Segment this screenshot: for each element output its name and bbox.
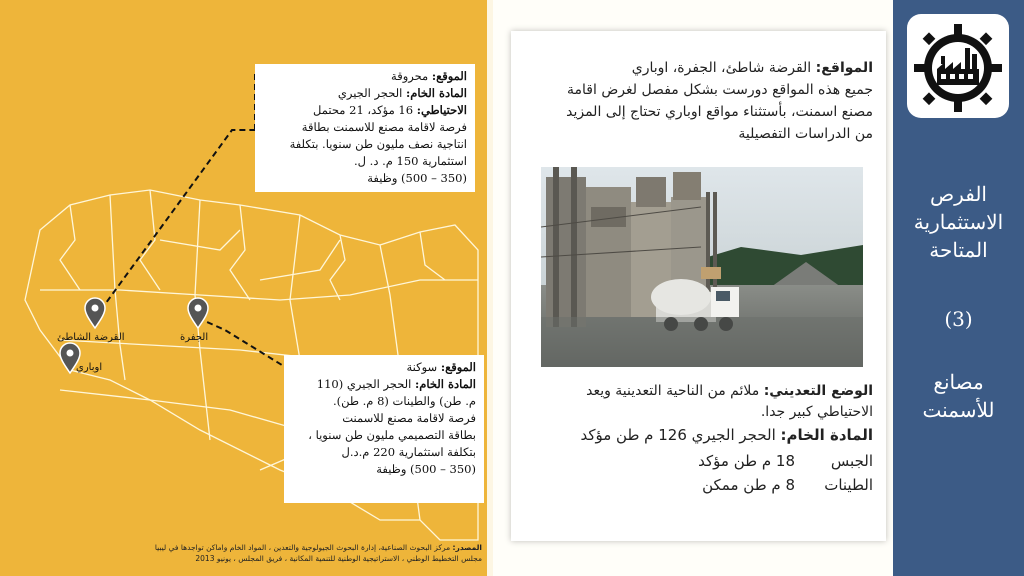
cement-plant-photo bbox=[541, 167, 863, 367]
card-locations-line3: مصنع اسمنت، بأستثناء مواقع اوباري تحتاج إلى المزيد bbox=[566, 104, 873, 120]
callout1-line4: فرصة لاقامة مصنع للاسمنت بطاقة bbox=[301, 120, 467, 134]
sidebar-number: (3) bbox=[944, 307, 973, 331]
callout2-location-value: سوكنة bbox=[406, 360, 438, 374]
callout2-raw-value: الحجر الجيري (110 bbox=[316, 377, 412, 391]
callout2-location-key: الموقع: bbox=[440, 360, 476, 374]
material-name: الطينات bbox=[824, 476, 873, 494]
panel-divider bbox=[487, 0, 493, 576]
pin-qarda-icon bbox=[85, 298, 105, 328]
callout1-raw-value: الحجر الجيري bbox=[337, 86, 403, 100]
callout1-location-key: الموقع: bbox=[431, 69, 467, 83]
sidebar-title-line2: الاستثمارية bbox=[913, 210, 1004, 234]
callout-sokna bbox=[284, 355, 484, 503]
callout2-line6: بتكلفة استثمارية 220 م.د.ل bbox=[341, 445, 476, 459]
content-card bbox=[511, 31, 886, 541]
mining-paragraph bbox=[521, 381, 873, 446]
factory-gear-icon bbox=[907, 14, 1009, 118]
sidebar-title-line1: الفرص bbox=[930, 182, 987, 206]
card-locations-line2: جميع هذه المواقع دورست بشكل مفصل لغرض اقامة bbox=[567, 82, 873, 98]
material-amount: 18 م طن مؤكد bbox=[698, 452, 795, 470]
callout-mahruqa bbox=[255, 64, 475, 192]
materials-list bbox=[591, 449, 873, 497]
callout1-reserve-value: 16 مؤكد، 21 محتمل bbox=[313, 103, 414, 117]
card-raw-key: المادة الخام: bbox=[780, 426, 873, 444]
material-row bbox=[591, 473, 873, 497]
card-mining-key: الوضع التعديني: bbox=[763, 383, 873, 399]
material-amount: 8 م طن ممكن bbox=[702, 476, 795, 494]
callout2-line4: فرصة لاقامة مصنع للاسمنت bbox=[342, 411, 476, 425]
callout1-line6: استثمارية 150 م. د. ل. bbox=[354, 154, 467, 168]
material-row bbox=[591, 449, 873, 473]
sidebar-subtitle bbox=[893, 368, 1024, 424]
source-key: المصدر: bbox=[452, 543, 482, 552]
callout1-reserve-key: الاحتياطي: bbox=[416, 103, 467, 117]
source-note bbox=[4, 542, 482, 564]
factory-gear-logo bbox=[907, 14, 1009, 118]
card-mining-value: ملائم من الناحية التعدينية ويعد bbox=[586, 383, 760, 399]
card-mining-line2: الاحتياطي كبير جدا. bbox=[760, 404, 873, 420]
locations-paragraph bbox=[521, 57, 873, 145]
material-name: الجبس bbox=[830, 452, 873, 470]
source-line2: مجلس التخطيط الوطني ، الاستراتيجية الوطنية للتنمية المكانية ، فريق المجلس ، يونيو 2013 bbox=[195, 554, 482, 563]
card-locations-key: المواقع: bbox=[815, 60, 873, 76]
callout1-line7: (350 – 500) وظيفة bbox=[367, 171, 467, 185]
card-locations-line4: من الدراسات التفصيلية bbox=[738, 126, 873, 142]
callout2-line7: (350 – 500) وظيفة bbox=[376, 462, 476, 476]
sidebar-subtitle-line1: مصانع bbox=[933, 370, 984, 394]
map-label-qarda: القرضة الشاطئ bbox=[57, 332, 125, 343]
callout2-line5: بطاقة التصميمي مليون طن سنويا ، bbox=[308, 428, 476, 442]
sidebar bbox=[893, 0, 1024, 576]
callout2-raw-key: المادة الخام: bbox=[415, 377, 476, 391]
callout2-line3: م. طن) والطينات (8 م. طن). bbox=[332, 394, 476, 408]
card-locations-value: القرضة شاطئ، الجفرة، اوباري bbox=[631, 60, 812, 76]
sidebar-subtitle-line2: للأسمنت bbox=[922, 398, 995, 422]
callout1-raw-key: المادة الخام: bbox=[406, 86, 467, 100]
callout1-location-value: محروقة bbox=[391, 69, 429, 83]
map-label-jufra: الجفرة bbox=[180, 332, 209, 343]
card-raw-value: الحجر الجيري 126 م طن مؤكد bbox=[580, 426, 776, 444]
source-line1: مركز البحوث الصناعية، إدارة البحوث الجيولوجية والتعدين ، المواد الخام واماكن تواجدها في ليبيا bbox=[154, 543, 451, 552]
callout1-line5: انتاجية نصف مليون طن سنويا. بتكلفة bbox=[289, 137, 467, 151]
map-panel bbox=[0, 0, 487, 576]
map-label-awbari: اوباري bbox=[76, 362, 103, 373]
pin-jufra-icon bbox=[188, 298, 208, 328]
sidebar-title-line3: المتاحة bbox=[929, 238, 988, 262]
sidebar-title bbox=[893, 180, 1024, 264]
